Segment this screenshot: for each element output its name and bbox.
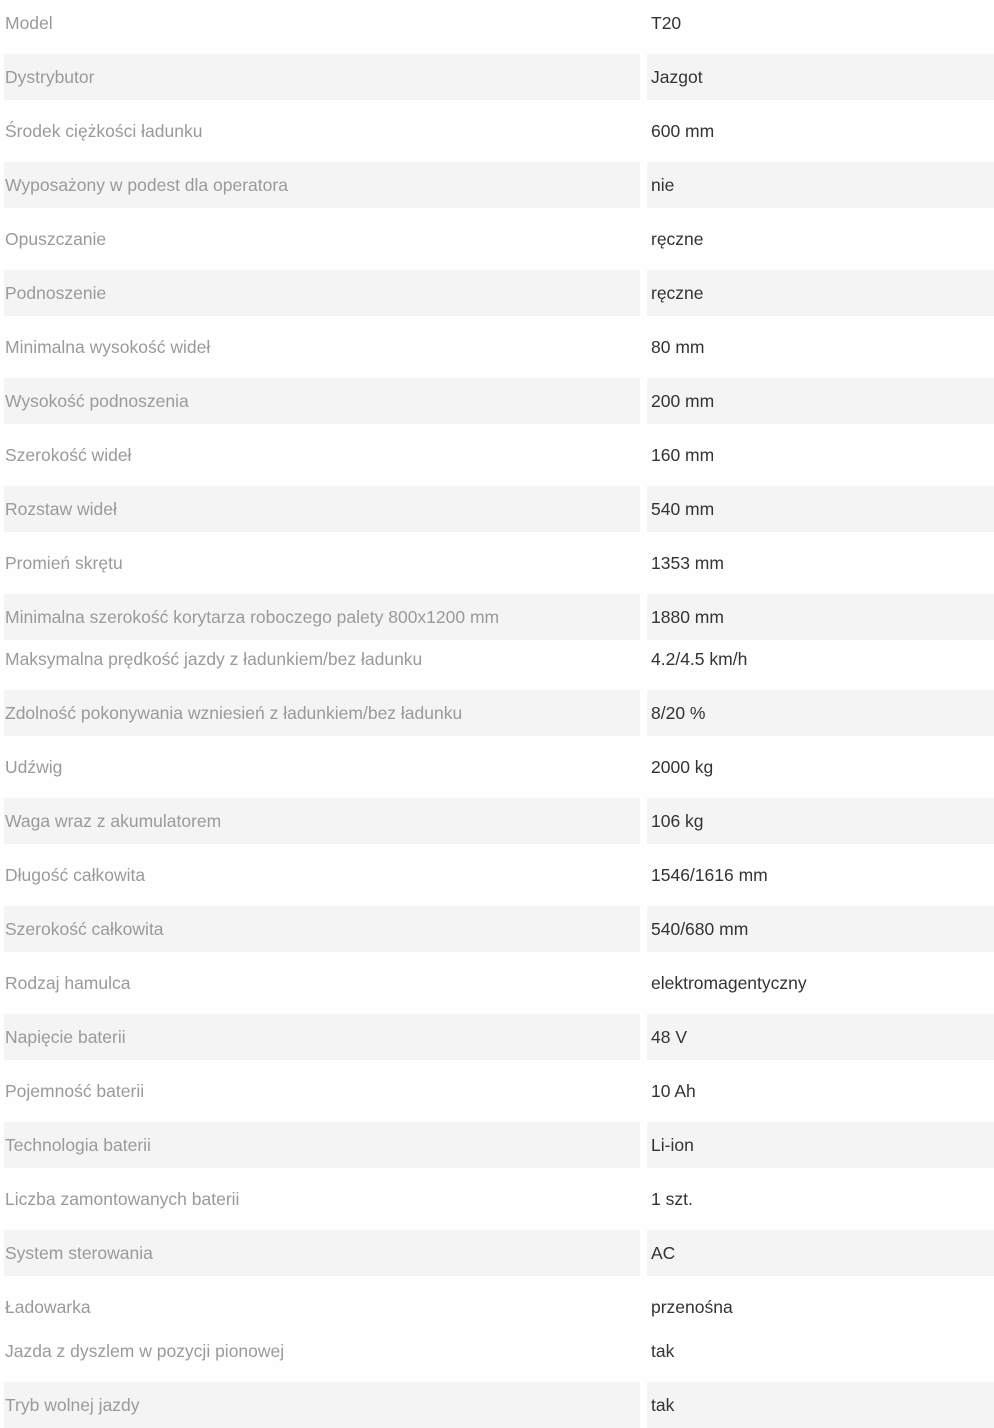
spec-label: Rodzaj hamulca — [5, 973, 131, 993]
spec-value: 106 kg — [647, 798, 994, 844]
spec-row-udzwig — [0, 744, 994, 790]
spec-label: Szerokość wideł — [5, 445, 132, 465]
spec-value: 10 Ah — [651, 1081, 696, 1101]
spec-label: Jazda z dyszlem w pozycji pionowej — [5, 1341, 285, 1361]
spec-value: 4.2/4.5 km/h — [651, 649, 748, 669]
spec-value: 80 mm — [651, 337, 705, 357]
spec-row-technologia-baterii — [0, 1122, 994, 1168]
spec-row-ladowarka — [0, 1284, 994, 1330]
spec-row-rodzaj-hamulca — [0, 960, 994, 1006]
spec-row-podest — [0, 162, 994, 208]
spec-row-rozstaw-widel — [0, 486, 994, 532]
spec-label: Maksymalna prędkość jazdy z ładunkiem/bez ładunku — [5, 649, 423, 669]
spec-label: Minimalna szerokość korytarza roboczego palety 800x1200 mm — [4, 594, 640, 640]
spec-value: 540/680 mm — [647, 906, 994, 952]
spec-value: 600 mm — [651, 121, 715, 141]
spec-label: Liczba zamontowanych baterii — [5, 1189, 240, 1209]
spec-row-zdolnosc-pokonywania — [0, 690, 994, 736]
spec-label: Wysokość podnoszenia — [4, 378, 640, 424]
spec-row-szerokosc-widel — [0, 432, 994, 478]
spec-row-wysokosc-podnoszenia — [0, 378, 994, 424]
spec-label: Technologia baterii — [4, 1122, 640, 1168]
spec-value: 8/20 % — [647, 690, 994, 736]
spec-value: ręczne — [647, 270, 994, 316]
spec-row-opuszczanie — [0, 216, 994, 262]
spec-row-dystrybutor — [0, 54, 994, 100]
spec-label: Minimalna wysokość wideł — [5, 337, 211, 357]
spec-label: Środek ciężkości ładunku — [5, 121, 203, 141]
spec-value: 1353 mm — [651, 553, 724, 573]
spec-value: 540 mm — [647, 486, 994, 532]
spec-label: Długość całkowita — [5, 865, 146, 885]
spec-label: Udźwig — [5, 757, 63, 777]
spec-value: T20 — [651, 13, 682, 33]
spec-value: nie — [647, 162, 994, 208]
spec-label: System sterowania — [4, 1230, 640, 1276]
spec-value: Li-ion — [647, 1122, 994, 1168]
spec-row-podnoszenie — [0, 270, 994, 316]
spec-value: 1880 mm — [647, 594, 994, 640]
spec-label: Zdolność pokonywania wzniesień z ładunkiem/bez ładunku — [4, 690, 640, 736]
spec-label: Podnoszenie — [4, 270, 640, 316]
spec-label: Wyposażony w podest dla operatora — [4, 162, 640, 208]
spec-row-system-sterowania — [0, 1230, 994, 1276]
spec-label: Ładowarka — [5, 1297, 91, 1317]
spec-row-napiecie-baterii — [0, 1014, 994, 1060]
spec-value: 2000 kg — [651, 757, 714, 777]
spec-row-tryb-wolnej-jazdy — [0, 1382, 994, 1428]
spec-row-predkosc-jazdy — [0, 636, 994, 682]
spec-row-min-wysokosc-widel — [0, 324, 994, 370]
spec-row-waga — [0, 798, 994, 844]
spec-row-promien-skretu — [0, 540, 994, 586]
spec-value: ręczne — [651, 229, 704, 249]
spec-row-liczba-baterii — [0, 1176, 994, 1222]
spec-row-model — [0, 0, 994, 46]
spec-value: 200 mm — [647, 378, 994, 424]
spec-label: Opuszczanie — [5, 229, 107, 249]
spec-value: 160 mm — [651, 445, 715, 465]
spec-label: Rozstaw wideł — [4, 486, 640, 532]
spec-label: Waga wraz z akumulatorem — [4, 798, 640, 844]
spec-value: przenośna — [651, 1297, 733, 1317]
spec-row-jazda-z-dyszlem — [0, 1328, 994, 1374]
spec-value: elektromagentyczny — [651, 973, 807, 993]
spec-label: Szerokość całkowita — [4, 906, 640, 952]
spec-value: 1546/1616 mm — [651, 865, 768, 885]
spec-label: Pojemność baterii — [5, 1081, 145, 1101]
spec-value: 48 V — [647, 1014, 994, 1060]
spec-value: tak — [651, 1341, 675, 1361]
spec-value: AC — [647, 1230, 994, 1276]
spec-row-srodek-ciezkosci — [0, 108, 994, 154]
spec-value: Jazgot — [647, 54, 994, 100]
spec-row-pojemnosc-baterii — [0, 1068, 994, 1114]
spec-row-szerokosc-korytarza — [0, 594, 994, 640]
spec-value: 1 szt. — [651, 1189, 693, 1209]
spec-label: Promień skrętu — [5, 553, 123, 573]
spec-label: Dystrybutor — [4, 54, 640, 100]
spec-label: Model — [5, 13, 53, 33]
spec-row-dlugosc-calkowita — [0, 852, 994, 898]
spec-row-szerokosc-calkowita — [0, 906, 994, 952]
spec-label: Tryb wolnej jazdy — [4, 1382, 640, 1428]
spec-label: Napięcie baterii — [4, 1014, 640, 1060]
spec-value: tak — [647, 1382, 994, 1428]
